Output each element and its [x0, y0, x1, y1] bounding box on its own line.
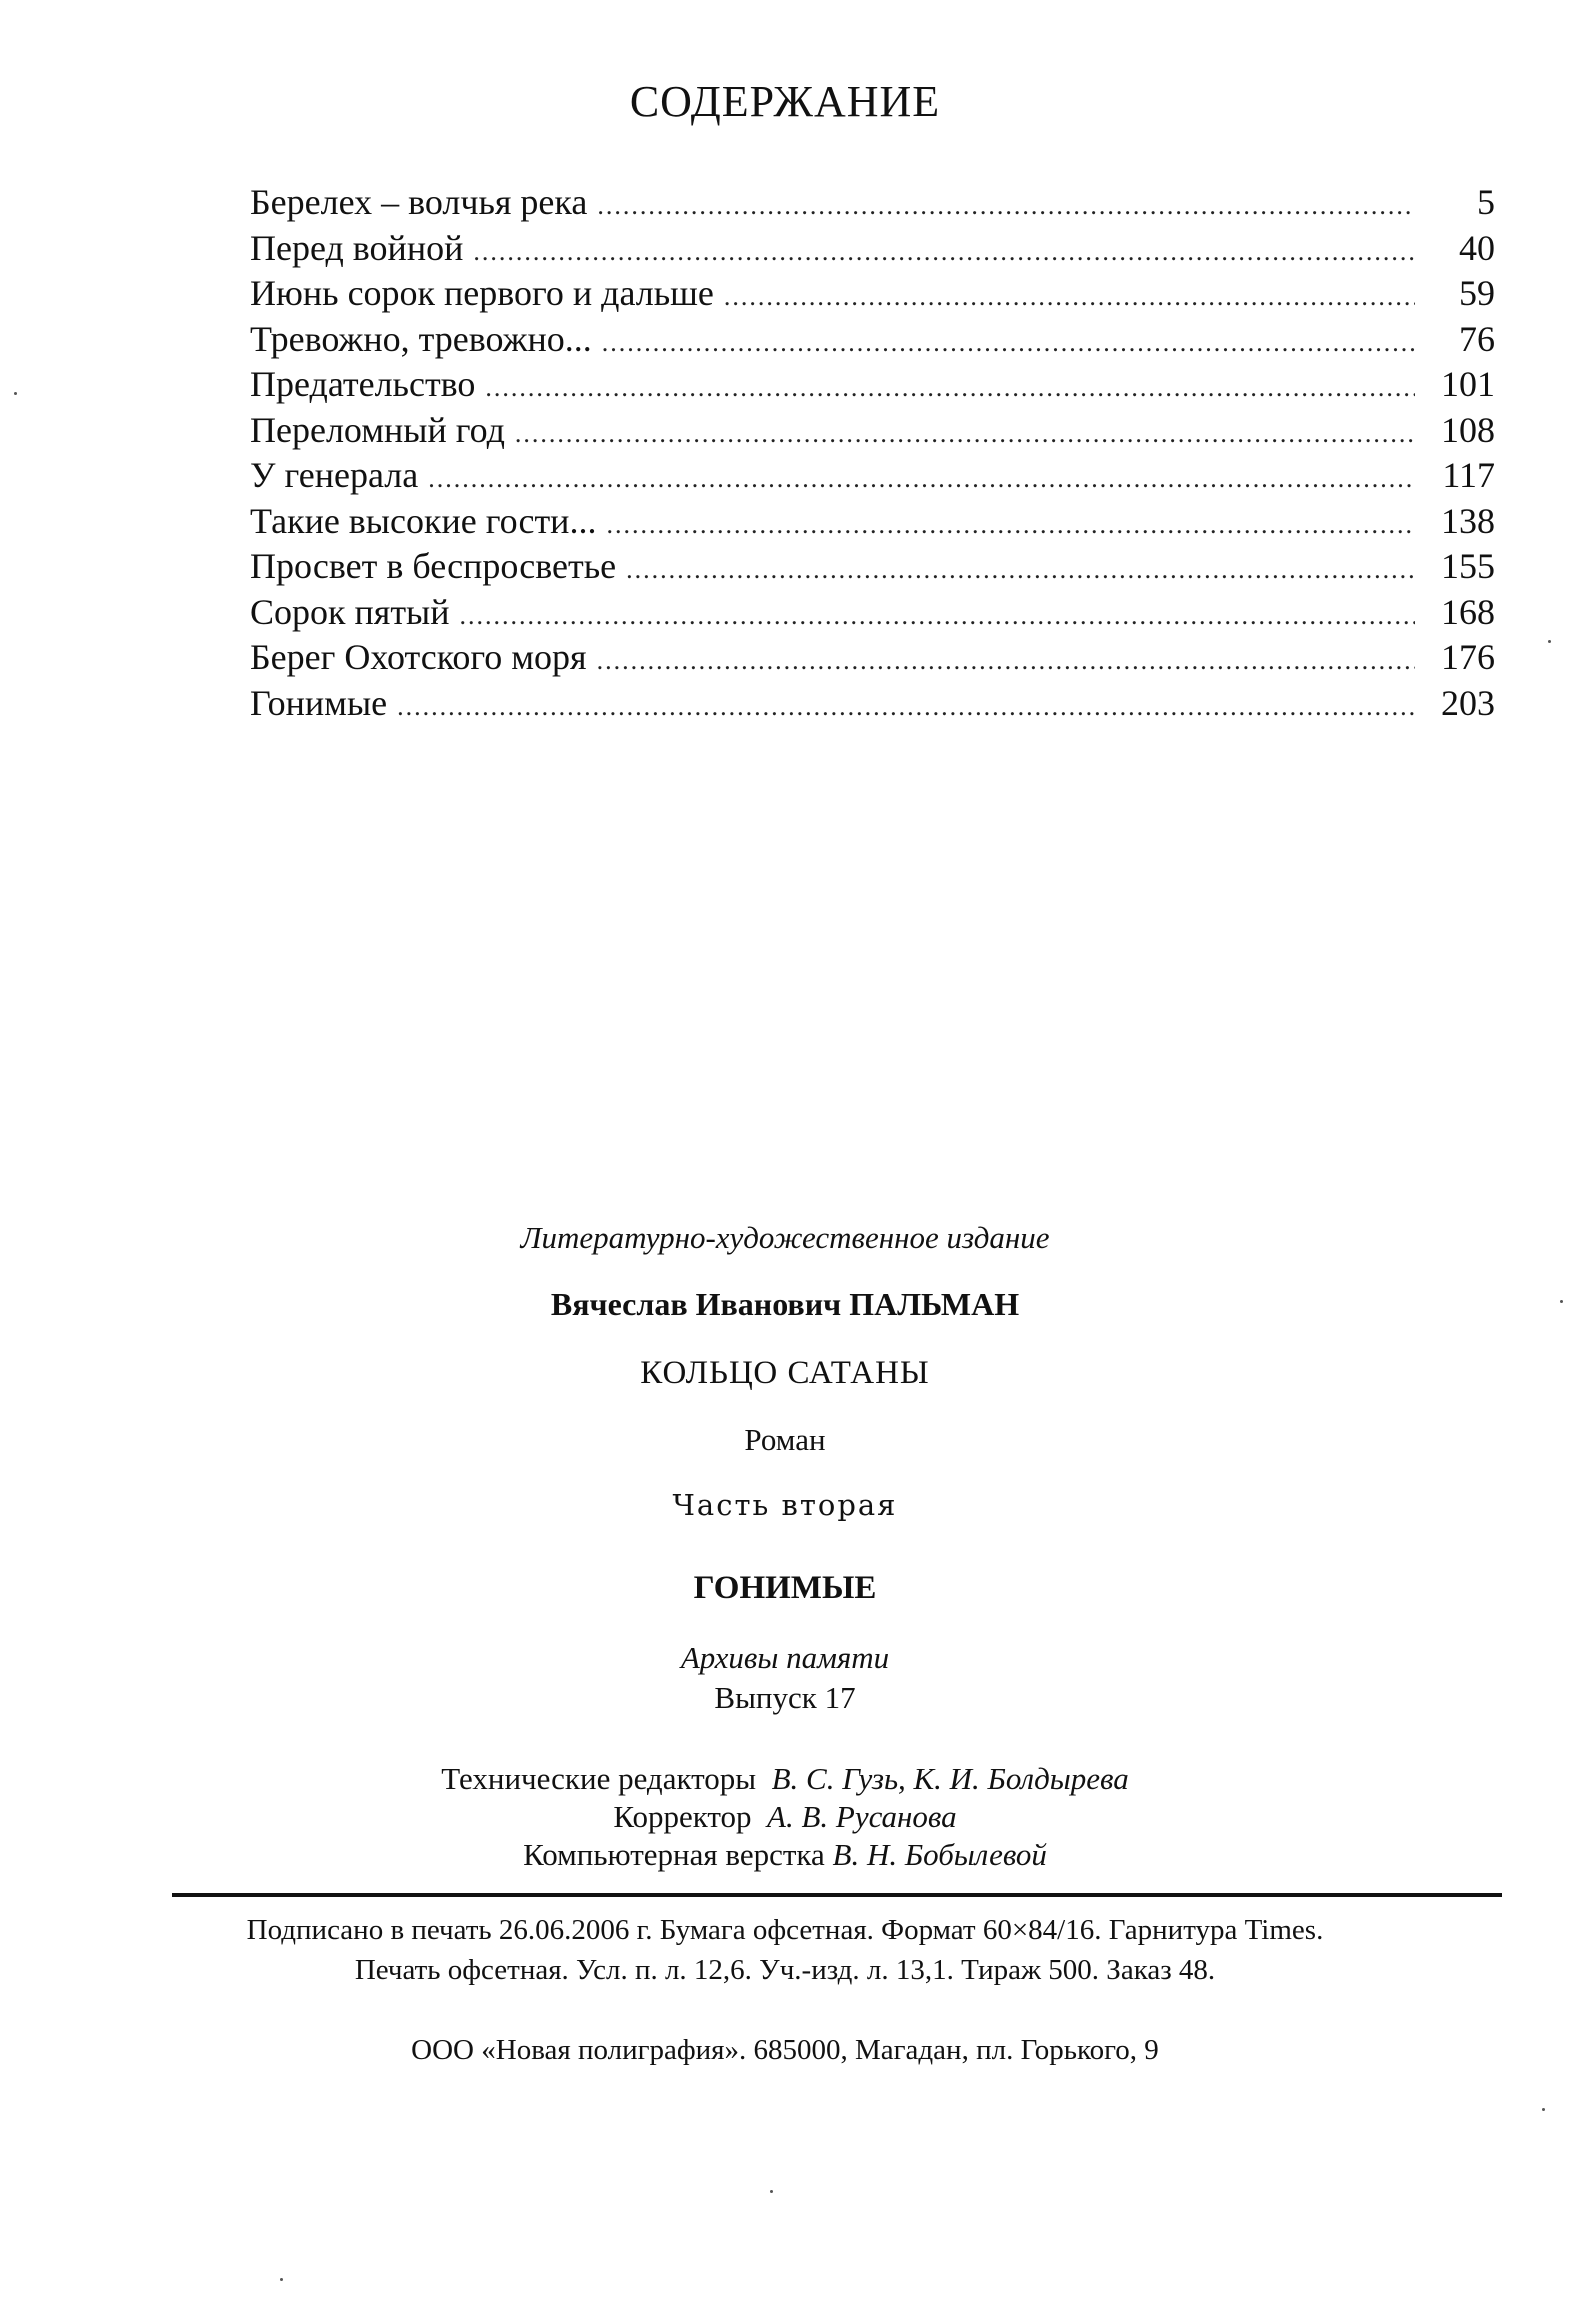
book-type: Роман — [744, 1422, 826, 1457]
toc-entry-title: Переломный год — [250, 409, 505, 450]
series-issue: Выпуск 17 — [714, 1680, 856, 1715]
toc-entry — [250, 681, 1495, 727]
toc-entry-title: Июнь сорок первого и дальше — [250, 273, 714, 313]
toc-entry-page: 176 — [1441, 637, 1495, 677]
book-part: Часть вторая — [672, 1488, 898, 1522]
toc-entry — [250, 635, 1495, 681]
toc-entry-title: Гонимые — [250, 682, 388, 723]
book-title: КОЛЬЦО САТАНЫ — [640, 1355, 930, 1391]
toc-entry-title: Берег Охотского моря — [250, 637, 587, 677]
toc-entry — [250, 362, 1495, 408]
toc-entry — [250, 317, 1495, 363]
scan-speck — [14, 392, 17, 395]
toc-dot-leader — [597, 638, 1415, 684]
print-info-line: Печать офсетная. Усл. п. л. 12,6. Уч.-изд. л. 13,1. Тираж 500. Заказ 48. — [354, 1954, 1216, 1986]
table-of-contents — [250, 180, 1495, 726]
toc-entry-title: Берелех – волчья река — [250, 182, 588, 222]
toc-entry — [250, 590, 1495, 636]
toc-entry-page: 59 — [1459, 273, 1495, 313]
toc-entry-page: 168 — [1441, 591, 1495, 632]
divider-rule — [172, 1893, 1502, 1897]
toc-entry — [250, 499, 1495, 545]
credits-block — [0, 1760, 1570, 1874]
scan-speck — [770, 2190, 773, 2193]
toc-dot-leader — [597, 183, 1415, 229]
author-name: Вячеслав Иванович ПАЛЬМАН — [550, 1286, 1020, 1322]
credit-names: В. Н. Бобылевой — [832, 1837, 1047, 1872]
book-subtitle: ГОНИМЫЕ — [693, 1570, 877, 1606]
toc-dot-leader — [724, 274, 1415, 320]
toc-entry — [250, 180, 1495, 226]
toc-entry-page: 138 — [1441, 500, 1495, 541]
toc-entry-title: Просвет в беспросветье — [250, 546, 617, 586]
credit-names: В. С. Гузь, К. И. Болдырева — [771, 1761, 1129, 1796]
toc-dot-leader — [428, 456, 1415, 502]
toc-entry-title: Перед войной — [250, 227, 464, 268]
credit-role: Корректор — [613, 1799, 752, 1834]
toc-entry — [250, 544, 1495, 590]
toc-dot-leader — [460, 593, 1415, 639]
toc-entry-page: 203 — [1441, 682, 1495, 723]
toc-title: СОДЕРЖАНИЕ — [629, 77, 941, 126]
toc-dot-leader — [602, 320, 1415, 366]
toc-entry-title: Сорок пятый — [250, 591, 450, 632]
toc-entry — [250, 226, 1495, 272]
scan-speck — [280, 2278, 283, 2281]
credit-names: А. В. Русанова — [767, 1799, 957, 1834]
scan-speck — [1560, 1300, 1563, 1303]
toc-entry — [250, 271, 1495, 317]
toc-dot-leader — [397, 684, 1415, 730]
toc-entry-page: 117 — [1442, 455, 1495, 495]
toc-entry-title: Предательство — [250, 364, 476, 404]
toc-entry-page: 155 — [1441, 546, 1495, 586]
publication-genre: Литературно-художественное издание — [520, 1220, 1050, 1255]
series-name: Архивы памяти — [680, 1640, 890, 1675]
credit-line-corrector — [0, 1798, 1570, 1836]
credit-line-layout — [0, 1836, 1570, 1874]
printer-info: ООО «Новая полиграфия». 685000, Магадан, пл. Горького, 9 — [411, 2034, 1159, 2066]
toc-dot-leader — [485, 365, 1415, 411]
print-info — [0, 1910, 1570, 1990]
toc-dot-leader — [473, 229, 1415, 275]
credit-line-tech-editors — [0, 1760, 1570, 1798]
toc-entry-title: У генерала — [250, 455, 419, 495]
toc-entry — [250, 453, 1495, 499]
toc-entry-page: 108 — [1441, 409, 1495, 450]
credit-role: Компьютерная верстка — [523, 1837, 825, 1872]
toc-entry-title: Такие высокие гости... — [250, 500, 597, 541]
toc-entry-page: 101 — [1441, 364, 1495, 404]
print-info-line: Подписано в печать 26.06.2006 г. Бумага офсетная. Формат 60×84/16. Гарнитура Times. — [246, 1914, 1324, 1946]
toc-dot-leader — [626, 547, 1415, 593]
toc-entry-page: 76 — [1459, 318, 1495, 359]
toc-entry-title: Тревожно, тревожно... — [250, 318, 592, 359]
toc-dot-leader — [606, 502, 1415, 548]
toc-dot-leader — [515, 411, 1415, 457]
toc-entry — [250, 408, 1495, 454]
scan-speck — [1542, 2108, 1545, 2111]
toc-entry-page: 40 — [1459, 227, 1495, 268]
credit-role: Технические редакторы — [441, 1761, 757, 1796]
toc-entry-page: 5 — [1477, 182, 1495, 222]
scan-speck — [1548, 640, 1551, 643]
